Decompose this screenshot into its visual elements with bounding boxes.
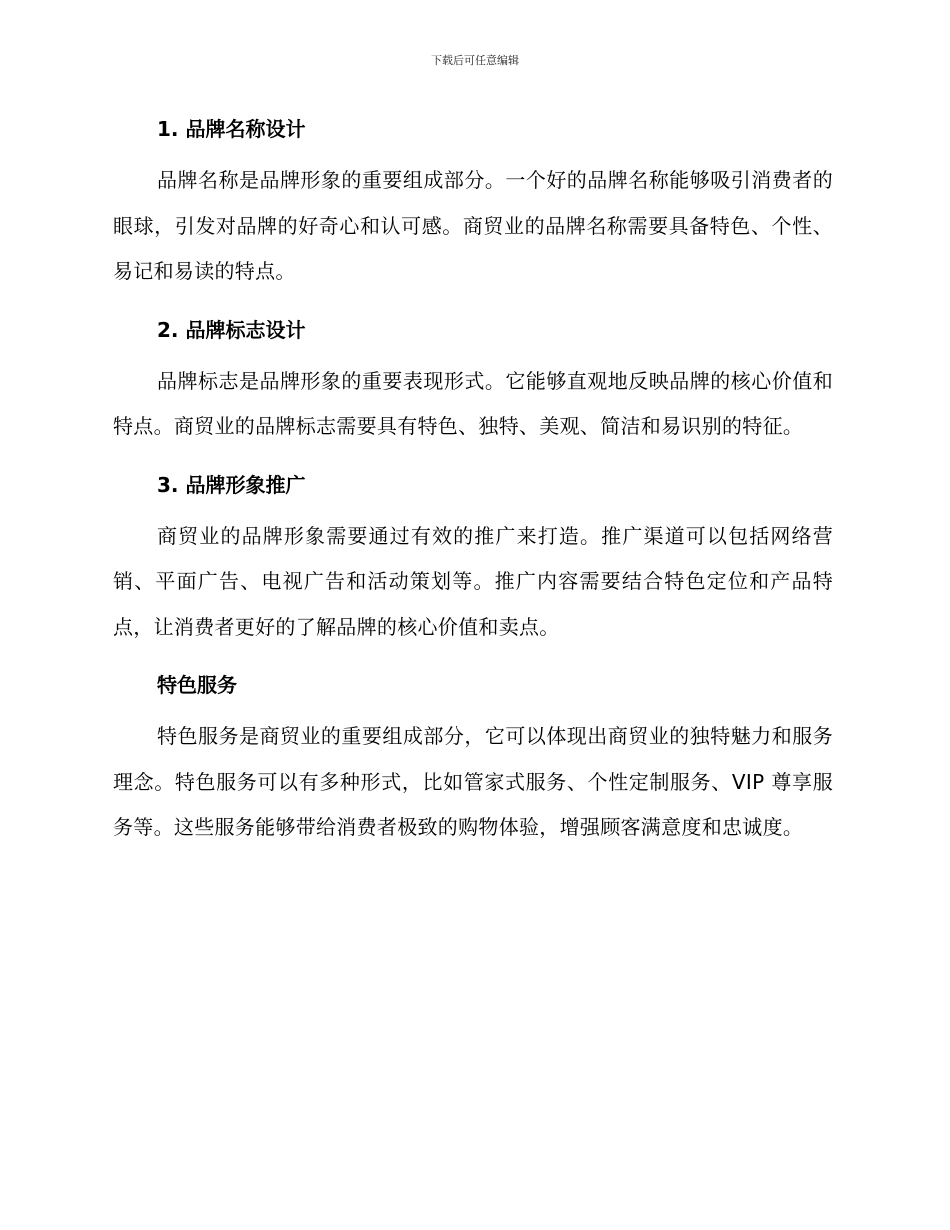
paragraph-special-services: 特色服务是商贸业的重要组成部分，它可以体现出商贸业的独特魅力和服务理念。特色服务可以有多种形式，比如管家式服务、个性定制服务、VIP 尊享服务等。这些服务能够带给消费者极致的购物体验，增强顾客满意度和忠诚度。 (113, 724, 833, 839)
document-body (113, 110, 833, 867)
paragraph-brand-promotion: 商贸业的品牌形象需要通过有效的推广来打造。推广渠道可以包括网络营销、平面广告、电视广告和活动策划等。推广内容需要结合特色定位和产品特点，让消费者更好的了解品牌的核心价值和卖点。 (113, 523, 833, 639)
paragraph-brand-logo: 品牌标志是品牌形象的重要表现形式。它能够直观地反映品牌的核心价值和特点。商贸业的品牌标志需要具有特色、独特、美观、简洁和易识别的特征。 (113, 368, 833, 438)
section-heading-brand-promotion: 3. 品牌形象推广 (157, 472, 306, 497)
section-heading-brand-logo: 2. 品牌标志设计 (157, 317, 306, 342)
paragraph-brand-name: 品牌名称是品牌形象的重要组成部分。一个好的品牌名称能够吸引消费者的眼球，引发对品牌的好奇心和认可感。商贸业的品牌名称需要具备特色、个性、易记和易读的特点。 (113, 168, 833, 283)
section-heading-brand-name: 1. 品牌名称设计 (157, 117, 306, 141)
page-header: 下载后可任意编辑 (431, 54, 519, 67)
section-heading-special-services: 特色服务 (157, 673, 237, 697)
